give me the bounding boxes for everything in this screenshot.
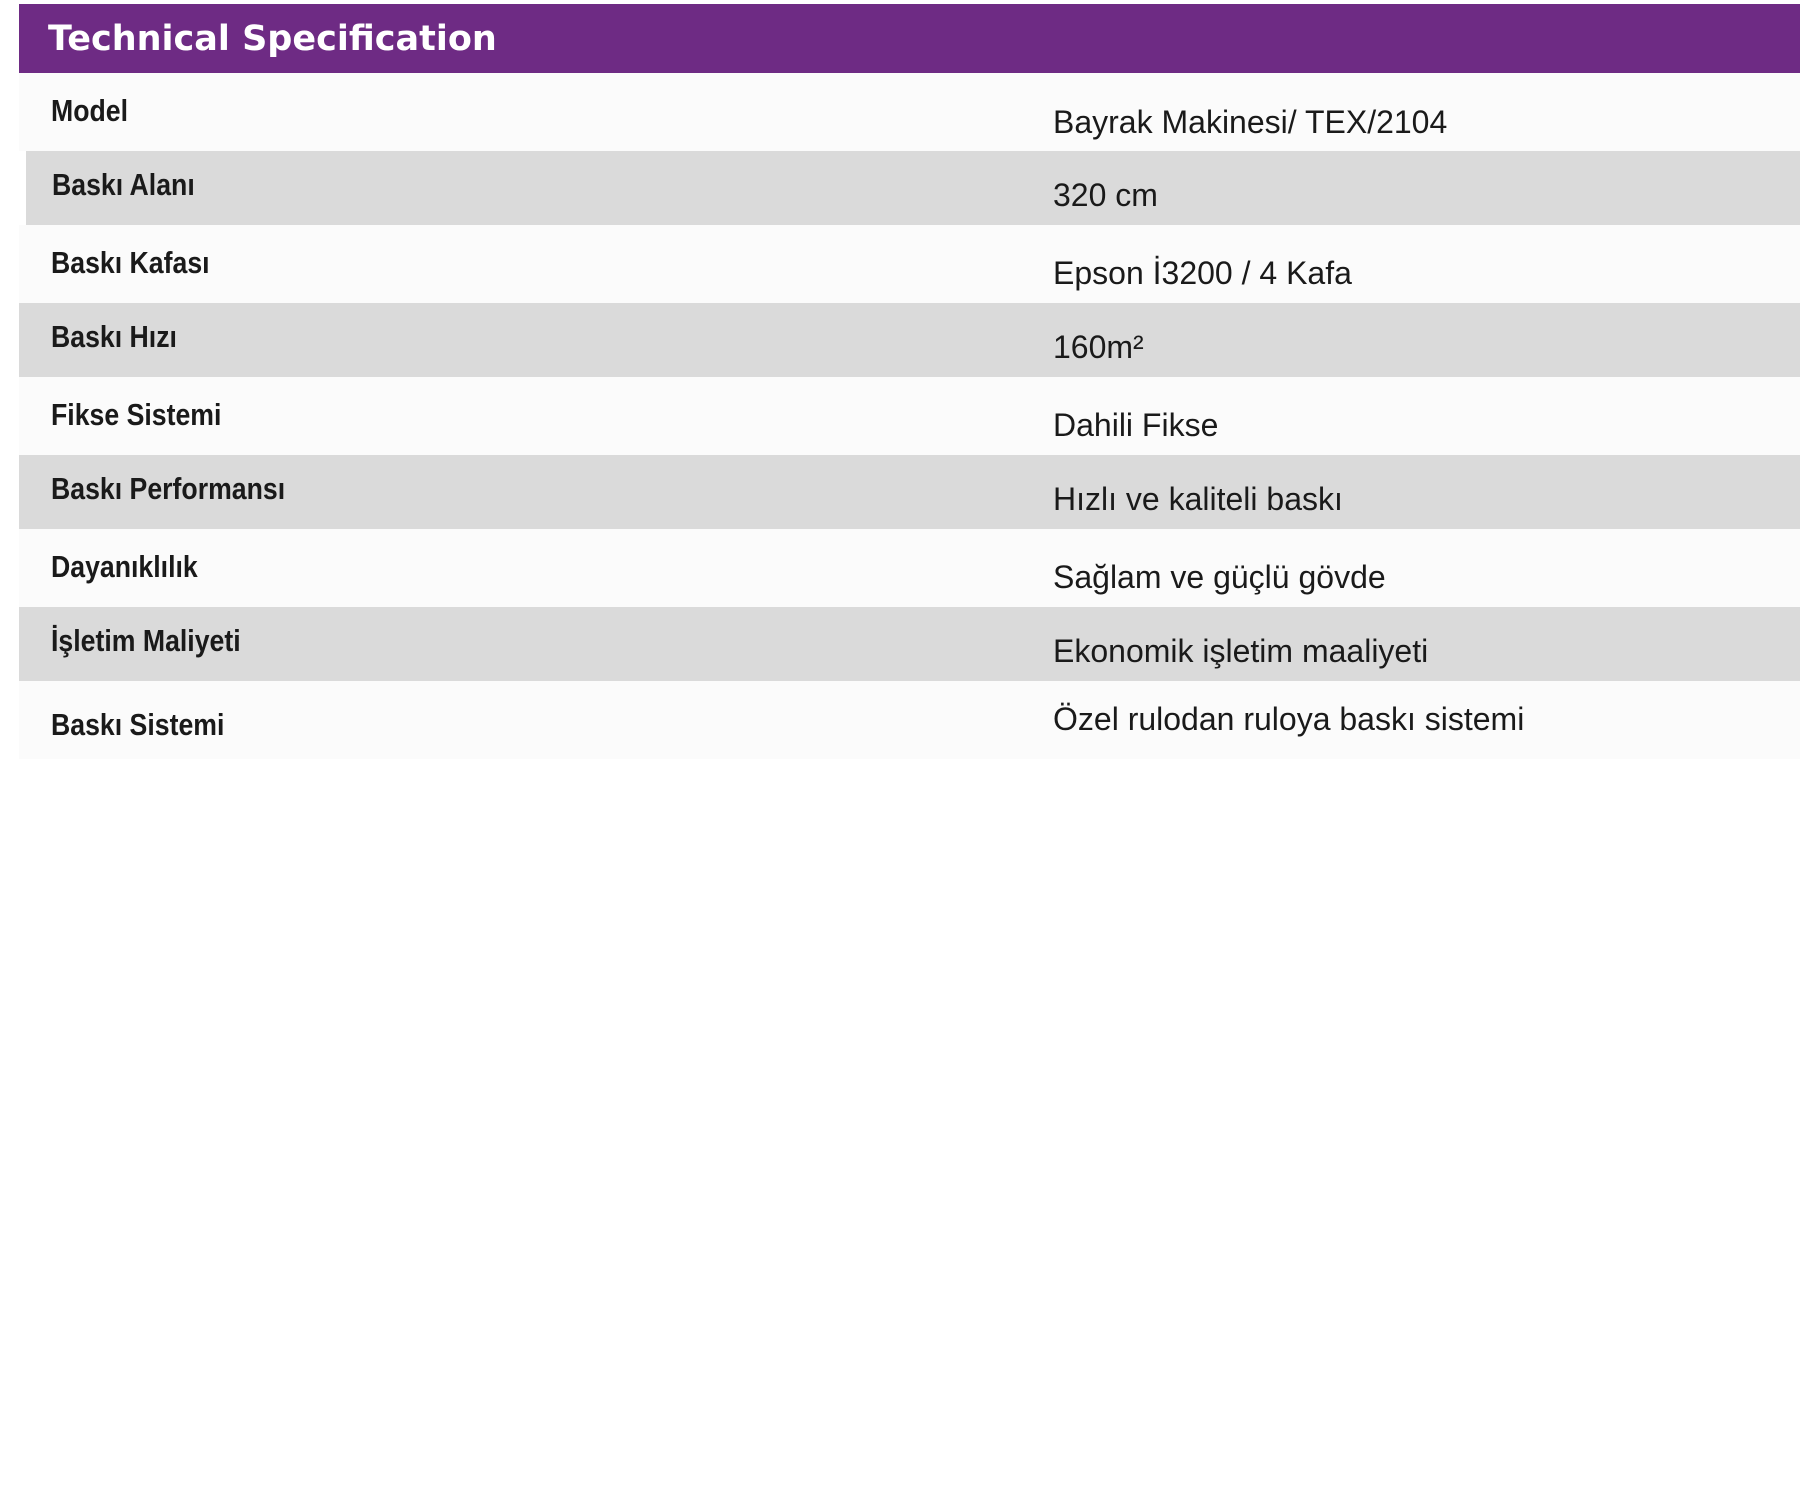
row-value: Ekonomik işletim maaliyeti xyxy=(1053,633,1429,669)
row-label: Baskı Alanı xyxy=(52,167,195,202)
row-value: Hızlı ve kaliteli baskı xyxy=(1053,481,1343,517)
row-label: Dayanıklılık xyxy=(51,549,198,584)
row-label: Baskı Kafası xyxy=(51,245,210,280)
row-value: Sağlam ve güçlü gövde xyxy=(1053,559,1386,595)
row-value: 320 cm xyxy=(1053,177,1158,213)
row-value: Dahili Fikse xyxy=(1053,407,1219,443)
row-value: Bayrak Makinesi/ TEX/2104 xyxy=(1053,104,1448,140)
row-value: 160m² xyxy=(1053,329,1144,365)
row-label: Baskı Hızı xyxy=(51,319,177,354)
row-value: Özel rulodan ruloya baskı sistemi xyxy=(1053,701,1525,737)
table-row xyxy=(19,681,1800,759)
row-label: Baskı Sistemi xyxy=(51,707,225,742)
table-row xyxy=(19,225,1800,303)
table-row xyxy=(26,151,1800,225)
row-label: İşletim Maliyeti xyxy=(51,623,241,658)
table-row xyxy=(19,529,1800,607)
table-row xyxy=(19,303,1800,377)
spec-header xyxy=(19,4,1800,73)
spec-title: Technical Specification xyxy=(48,18,497,59)
spec-table xyxy=(19,4,1800,759)
table-row xyxy=(19,455,1800,529)
row-label: Baskı Performansı xyxy=(51,471,286,506)
table-row xyxy=(19,377,1800,455)
row-label: Model xyxy=(51,93,129,128)
table-row xyxy=(19,73,1800,151)
table-row xyxy=(19,607,1800,681)
row-value: Epson İ3200 / 4 Kafa xyxy=(1053,255,1352,291)
row-label: Fikse Sistemi xyxy=(51,397,222,432)
